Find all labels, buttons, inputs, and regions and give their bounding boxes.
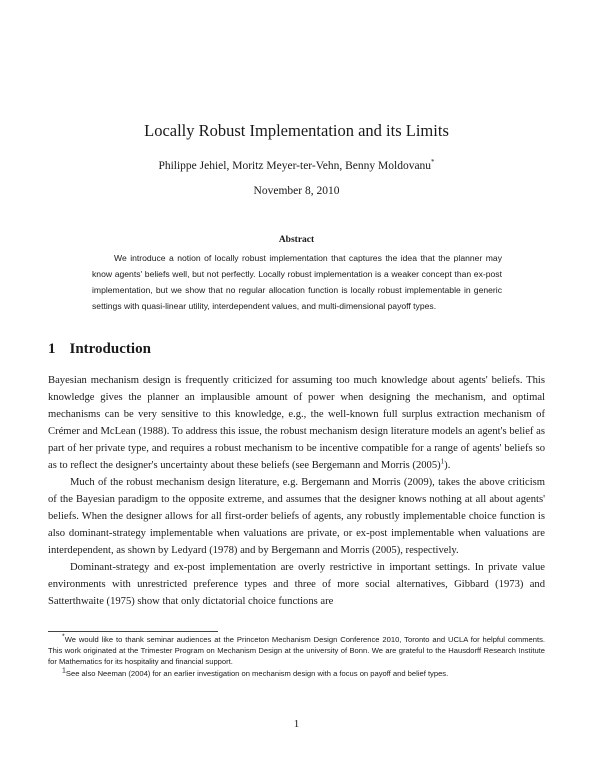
footnote-star-mark: * (62, 633, 65, 641)
section-heading (48, 341, 151, 358)
footnote-ref-1: 1 (440, 457, 445, 466)
footnote-1-mark: 1 (62, 667, 66, 675)
abstract-text (92, 250, 502, 314)
footnote-rule (48, 631, 218, 632)
abstract-body: We introduce a notion of locally robust implementation that captures the idea that the planner may know agents' beliefs well, but not perfectly. Locally robust implementation is a weaker concept than ex-post implementation, but we show that no regular allocation function is locally robust implementable in generic settings with quasi-linear utility, interdependent values, and multi-dimensional payoff types. (92, 253, 502, 311)
section-number: 1 (48, 341, 56, 357)
paper-title: Locally Robust Implementation and its Limits (144, 121, 449, 140)
abstract-heading: Abstract (278, 235, 315, 245)
author-list (0, 160, 593, 172)
footnote-star-text: We would like to thank seminar audiences at the Princeton Mechanism Design Conference 2010, Toronto and UCLA for helpful comments. This work originated at the Trimester Program on Mechanism Design at the university of Bonn. We are grateful to the Hausdorff Research Institute for Mathematics for its hospitality and financial support. (48, 635, 545, 667)
paper-date: November 8, 2010 (253, 185, 340, 197)
author-footnote-mark: * (431, 158, 435, 167)
footnote-1-text: See also Neeman (2004) for an earlier investigation on mechanism design with a focus on payoff and belief types. (65, 668, 449, 678)
paragraph-1-end: ). (444, 460, 451, 471)
footnote-star (48, 634, 545, 668)
paragraph-1 (48, 372, 545, 474)
paragraph-2: Much of the robust mechanism design literature, e.g. Bergemann and Morris (2009), takes the above criticism of the Bayesian paradigm to the opposite extreme, and assumes that the designer knows nothing at all about agents' beliefs. When the designer allows for all first-order beliefs of agents, any robustly implementable choice function is also dominant-strategy implementable when valuations are private, or ex-post implementable when valuations are interdependent, as shown by Ledyard (1978) and by Bergemann and Morris (2005), respectively. (48, 477, 545, 556)
body-text (48, 372, 545, 610)
paragraph-1-text: Bayesian mechanism design is frequently criticized for assuming too much knowledge about agents' beliefs. This knowledge gives the planner an implausible amount of power when designing the mechanism, and optimal mechanisms can be very sensitive to this knowledge, e.g., the well-known full surplus extraction mechanism of Crémer and McLean (1988). To address this issue, the robust mechanism design literature models an agent's belief as part of her private type, and requires a robust mechanism to be incentive compatible for a range of agents' beliefs so as to reflect the designer's uncertainty about these beliefs (see Bergemann and Morris (2005) (48, 375, 545, 471)
footnote-1 (48, 668, 545, 679)
footnotes (48, 634, 545, 679)
author-names: Philippe Jehiel, Moritz Meyer-ter-Vehn, Benny Moldovanu (158, 160, 432, 172)
paragraph-3: Dominant-strategy and ex-post implementation are overly restrictive in important settings. In private value environments with unrestricted preference types and three of more social alternatives, Gibbard (1973) and Satterthwaite (1975) show that only dictatorial choice functions are (48, 562, 545, 607)
page-number: 1 (293, 718, 300, 730)
section-title: Introduction (69, 341, 151, 357)
